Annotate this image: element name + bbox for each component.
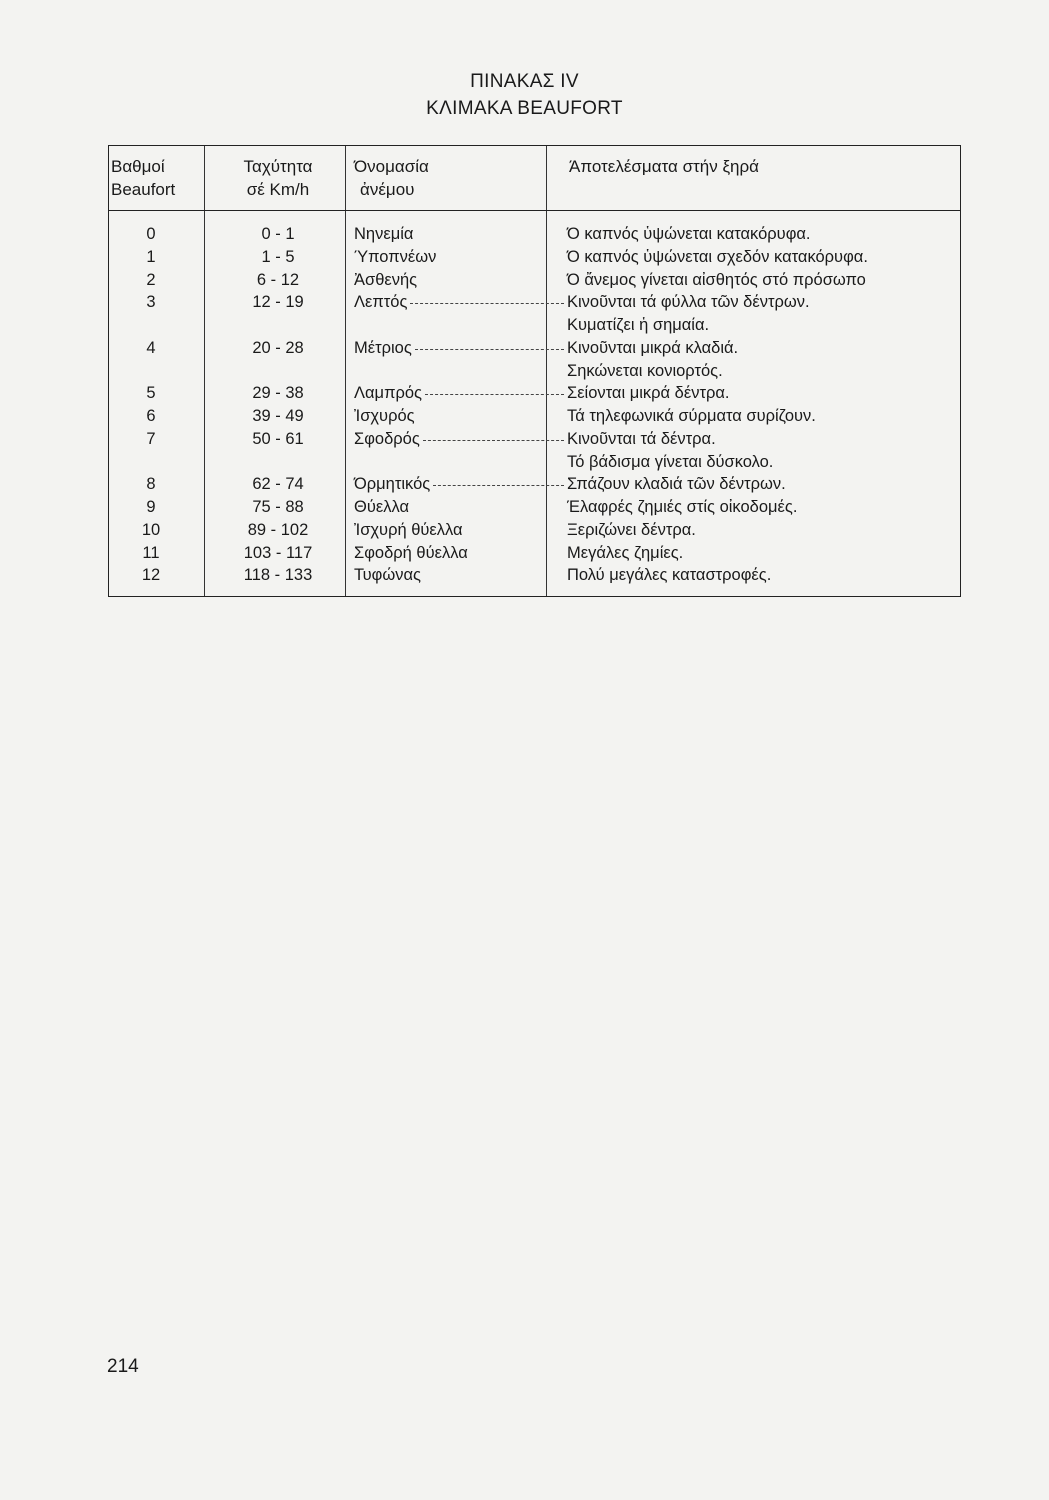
- table-title: ΠΙΝΑΚΑΣ IV: [470, 71, 579, 92]
- page-number: 214: [107, 1356, 139, 1377]
- table-row: [109, 223, 960, 245]
- name-cell: Τυφώνας: [354, 566, 422, 585]
- leader-dashes: [433, 485, 564, 486]
- grade-cell: 3: [146, 293, 156, 312]
- grade-cell: 0: [146, 225, 156, 243]
- speed-cell: 12 - 19: [252, 293, 304, 312]
- header-grade-line2: Beaufort: [111, 180, 176, 199]
- table-row: [109, 428, 960, 450]
- table-row: [109, 451, 960, 473]
- header-speed: [207, 155, 349, 201]
- table-row: [109, 337, 960, 359]
- grade-cell: 2: [146, 270, 156, 289]
- effect-cell: Κινοῦνται τά δέντρα.: [567, 429, 716, 448]
- table-row: [109, 405, 960, 427]
- speed-cell: 62 - 74: [252, 475, 304, 494]
- name-cell: Λεπτός: [354, 293, 408, 312]
- speed-cell: 6 - 12: [256, 270, 300, 289]
- effect-cell: Τά τηλεφωνικά σύρματα συρίζουν.: [567, 407, 816, 425]
- grade-cell: 4: [146, 338, 156, 357]
- effect-cell: Κινοῦνται μικρά κλαδιά.: [567, 338, 739, 357]
- name-cell: Σφοδρή θύελλα: [354, 543, 468, 562]
- speed-cell: 1 - 5: [261, 247, 295, 266]
- table-row: [109, 519, 960, 541]
- speed-cell: 50 - 61: [252, 429, 304, 448]
- table-row: [109, 564, 960, 586]
- speed-cell: 89 - 102: [247, 520, 309, 539]
- effect-cell: Κυματίζει ἡ σημαία.: [567, 316, 710, 334]
- table-row: [109, 473, 960, 495]
- effect-cell: Ό ἄνεμος γίνεται αἰσθητός στό πρόσωπο: [567, 270, 866, 289]
- effect-cell: Μεγάλες ζημίες.: [567, 543, 684, 562]
- header-grade: [111, 155, 175, 201]
- leader-dashes: [423, 440, 564, 441]
- effect-cell: Έλαφρές ζημιές στίς οἰκοδομές.: [567, 498, 798, 516]
- table-row: [109, 542, 960, 564]
- effect-cell: Τό βάδισμα γίνεται δύσκολο.: [567, 452, 774, 471]
- grade-cell: 5: [146, 384, 156, 403]
- name-cell: Λαμπρός: [354, 384, 422, 403]
- grade-cell: 6: [146, 407, 156, 425]
- beaufort-table: [108, 145, 961, 597]
- leader-dashes: [410, 303, 564, 304]
- effect-cell: Πολύ μεγάλες καταστροφές.: [567, 566, 772, 585]
- speed-cell: 39 - 49: [252, 407, 304, 425]
- header-speed-line1: Ταχύτητα: [243, 157, 313, 176]
- effect-cell: Σείονται μικρά δέντρα.: [567, 384, 730, 403]
- table-row: [109, 360, 960, 382]
- table-subtitle: ΚΛΙΜΑΚΑ BEAUFORT: [426, 98, 623, 119]
- name-cell: Μέτριος: [354, 338, 412, 357]
- effect-cell: Σηκώνεται κονιορτός.: [567, 361, 723, 380]
- header-name-line1: Όνομασία: [354, 157, 429, 176]
- grade-cell: 7: [146, 429, 156, 448]
- header-name: [354, 155, 429, 201]
- speed-cell: 118 - 133: [243, 566, 313, 585]
- leader-dashes: [415, 349, 564, 350]
- table-row: [109, 496, 960, 518]
- table-row: [109, 246, 960, 268]
- header-divider: [109, 210, 960, 211]
- name-cell: Ἰσχυρός: [354, 407, 415, 425]
- effect-cell: Ό καπνός ὑψώνεται κατακόρυφα.: [567, 225, 811, 243]
- speed-cell: 29 - 38: [252, 384, 304, 403]
- header-grade-line1: Βαθμοί: [111, 157, 165, 176]
- grade-cell: 10: [141, 520, 161, 539]
- grade-cell: 8: [146, 475, 156, 494]
- grade-cell: 11: [142, 543, 160, 562]
- name-cell: Ἰσχυρή θύελλα: [354, 520, 463, 539]
- name-cell: Θύελλα: [354, 498, 410, 516]
- speed-cell: 20 - 28: [252, 338, 304, 357]
- header-speed-line2: σέ Km/h: [246, 180, 310, 199]
- table-row: [109, 291, 960, 313]
- speed-cell: 0 - 1: [261, 225, 295, 243]
- table-row: [109, 382, 960, 404]
- name-cell: Σφοδρός: [354, 429, 420, 448]
- effect-cell: Ξεριζώνει δέντρα.: [567, 520, 696, 539]
- name-cell: Όρμητικός: [354, 475, 431, 494]
- effect-cell: Ό καπνός ὑψώνεται σχεδόν κατακόρυφα.: [567, 247, 868, 266]
- name-cell: Ύποπνέων: [354, 247, 437, 266]
- header-effect: Άποτελέσματα στήν ξηρά: [569, 157, 760, 176]
- effect-cell: Σπάζουν κλαδιά τῶν δέντρων.: [567, 475, 786, 494]
- speed-cell: 103 - 117: [243, 543, 313, 562]
- name-cell: Ἀσθενής: [354, 270, 418, 289]
- leader-dashes: [425, 394, 564, 395]
- speed-cell: 75 - 88: [252, 498, 304, 516]
- grade-cell: 12: [141, 566, 161, 585]
- name-cell: Νηνεμία: [354, 225, 414, 243]
- grade-cell: 9: [146, 498, 156, 516]
- header-name-line2: ἀνέμου: [360, 180, 415, 199]
- effect-cell: Κινοῦνται τά φύλλα τῶν δέντρων.: [567, 293, 810, 312]
- grade-cell: 1: [146, 247, 156, 266]
- table-row: [109, 269, 960, 291]
- table-row: [109, 314, 960, 336]
